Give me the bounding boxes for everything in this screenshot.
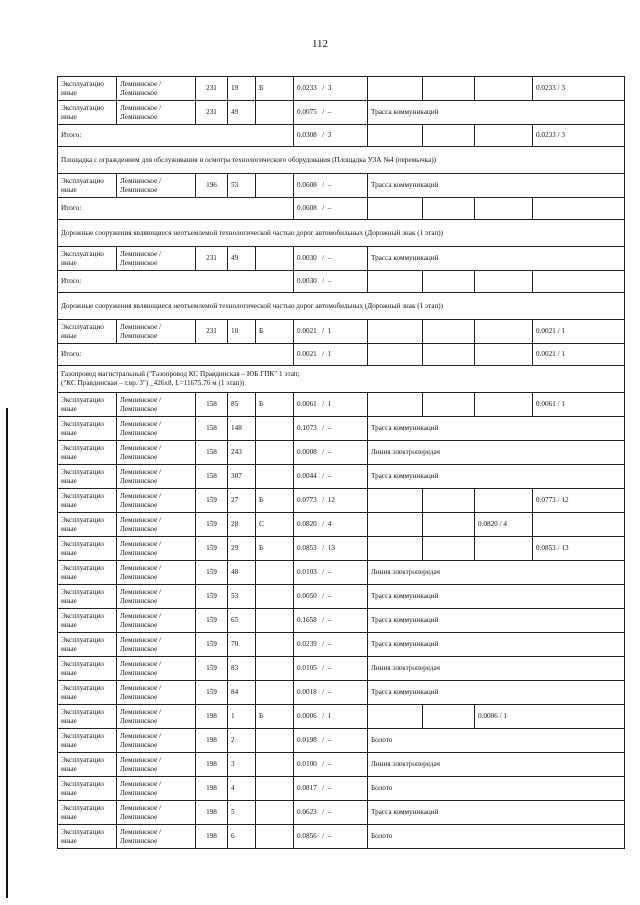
summary-label: Итого:	[58, 271, 294, 293]
summary-area: 0.0608 / –	[294, 198, 368, 220]
owner-cell: Эксплуатацио иные	[58, 537, 117, 561]
note-cell: Болото	[368, 729, 625, 753]
note-cell: Трасса коммуникаций	[368, 801, 625, 825]
owner-cell: Эксплуатацио иные	[58, 77, 117, 101]
summary-row	[58, 125, 625, 147]
extra-cell-a	[368, 705, 423, 729]
extra-cell-b	[423, 705, 475, 729]
category-cell	[256, 247, 294, 271]
location-cell: Лемпинское / Лемпинское	[117, 705, 196, 729]
plot-cell: 53	[228, 174, 256, 198]
quarter-cell: 198	[196, 801, 228, 825]
owner-cell: Эксплуатацио иные	[58, 681, 117, 705]
category-cell: Б	[256, 537, 294, 561]
plot-cell: 65	[228, 609, 256, 633]
location-cell: Лемпинское / Лемпинское	[117, 753, 196, 777]
category-cell: С	[256, 513, 294, 537]
location-cell: Лемпинское / Лемпинское	[117, 729, 196, 753]
area-cell: 0.0198 / –	[294, 729, 368, 753]
total-cell: 0.0773 / 12	[533, 489, 625, 513]
extra-cell-b	[423, 320, 475, 344]
owner-cell: Эксплуатацио иные	[58, 729, 117, 753]
summary-total	[533, 271, 625, 293]
area-cell: 0.0773 / 12	[294, 489, 368, 513]
location-cell: Лемпинское / Лемпинское	[117, 537, 196, 561]
table-row	[58, 465, 625, 489]
table-row	[58, 609, 625, 633]
location-cell: Лемпинское / Лемпинское	[117, 441, 196, 465]
category-cell: Б	[256, 393, 294, 417]
value-cell	[475, 489, 533, 513]
summary-area: 0.0021 / 1	[294, 344, 368, 366]
quarter-cell: 158	[196, 393, 228, 417]
table-row	[58, 681, 625, 705]
table-row	[58, 77, 625, 101]
category-cell	[256, 417, 294, 441]
table-row	[58, 585, 625, 609]
area-cell: 0.1658 / –	[294, 609, 368, 633]
note-cell: Трасса коммуникаций	[368, 247, 625, 271]
section-title: Газопровод магистральный ("Газопровод КС Правдинская – ЮБ ГПК" 1 этап; ("КС Правдинская – т.вр. 3") _426х8, L=11675.76 м (1 этап))	[58, 366, 625, 393]
quarter-cell: 198	[196, 753, 228, 777]
quarter-cell: 198	[196, 729, 228, 753]
area-cell: 0.0105 / –	[294, 657, 368, 681]
summary-extra-b	[423, 125, 475, 147]
plot-cell: 84	[228, 681, 256, 705]
table-row	[58, 633, 625, 657]
margin-bar	[6, 408, 8, 898]
quarter-cell: 159	[196, 681, 228, 705]
location-cell: Лемпинское / Лемпинское	[117, 101, 196, 125]
table-row	[58, 489, 625, 513]
summary-extra-c	[475, 125, 533, 147]
note-cell: Трасса коммуникаций	[368, 609, 625, 633]
area-cell: 0.1073 / –	[294, 417, 368, 441]
quarter-cell: 198	[196, 777, 228, 801]
area-cell: 0.0008 / –	[294, 441, 368, 465]
plot-cell: 3	[228, 753, 256, 777]
table-row	[58, 657, 625, 681]
summary-label: Итого:	[58, 125, 294, 147]
area-cell: 0.0061 / 1	[294, 393, 368, 417]
extra-cell-a	[368, 513, 423, 537]
summary-extra-b	[423, 271, 475, 293]
summary-extra-a	[368, 125, 423, 147]
location-cell: Лемпинское / Лемпинское	[117, 801, 196, 825]
plot-cell: 70	[228, 633, 256, 657]
quarter-cell: 159	[196, 513, 228, 537]
summary-area: 0.0030 / –	[294, 271, 368, 293]
area-cell: 0.0856 / –	[294, 825, 368, 849]
table-row	[58, 777, 625, 801]
extra-cell-a	[368, 489, 423, 513]
value-cell: 0.0820 / 4	[475, 513, 533, 537]
summary-row	[58, 198, 625, 220]
area-cell: 0.0239 / –	[294, 633, 368, 657]
category-cell	[256, 609, 294, 633]
location-cell: Лемпинское / Лемпинское	[117, 657, 196, 681]
summary-total: 0.0233 / 3	[533, 125, 625, 147]
category-cell	[256, 657, 294, 681]
quarter-cell: 198	[196, 825, 228, 849]
owner-cell: Эксплуатацио иные	[58, 393, 117, 417]
category-cell	[256, 729, 294, 753]
area-cell: 0.0050 / –	[294, 585, 368, 609]
plot-cell: 1	[228, 705, 256, 729]
category-cell: Б	[256, 705, 294, 729]
land-plot-table	[57, 76, 625, 849]
location-cell: Лемпинское / Лемпинское	[117, 513, 196, 537]
page-number: 112	[311, 38, 329, 50]
note-cell: Трасса коммуникаций	[368, 174, 625, 198]
note-cell: Трасса коммуникаций	[368, 417, 625, 441]
category-cell: Б	[256, 320, 294, 344]
plot-cell: 4	[228, 777, 256, 801]
owner-cell: Эксплуатацио иные	[58, 174, 117, 198]
extra-cell-a	[368, 537, 423, 561]
category-cell	[256, 585, 294, 609]
category-cell	[256, 101, 294, 125]
note-cell: Линия электропередач	[368, 753, 625, 777]
location-cell: Лемпинское / Лемпинское	[117, 320, 196, 344]
location-cell: Лемпинское / Лемпинское	[117, 681, 196, 705]
owner-cell: Эксплуатацио иные	[58, 777, 117, 801]
owner-cell: Эксплуатацио иные	[58, 705, 117, 729]
summary-total	[533, 198, 625, 220]
total-cell	[533, 513, 625, 537]
area-cell: 0.0608 / –	[294, 174, 368, 198]
owner-cell: Эксплуатацио иные	[58, 465, 117, 489]
extra-cell-b	[423, 489, 475, 513]
section-title: Дорожные сооружения являющиеся неотъемлемой технологической частью дорог автомобильных (Дорожный знак (1 этап))	[58, 220, 625, 247]
table-row	[58, 417, 625, 441]
area-cell: 0.0853 / 13	[294, 537, 368, 561]
note-cell: Линия электропередач	[368, 657, 625, 681]
table-row	[58, 705, 625, 729]
quarter-cell: 198	[196, 705, 228, 729]
quarter-cell: 196	[196, 174, 228, 198]
summary-extra-b	[423, 344, 475, 366]
plot-cell: 83	[228, 657, 256, 681]
category-cell	[256, 753, 294, 777]
area-cell: 0.0233 / 3	[294, 77, 368, 101]
location-cell: Лемпинское / Лемпинское	[117, 633, 196, 657]
quarter-cell: 158	[196, 417, 228, 441]
plot-cell: 5	[228, 801, 256, 825]
plot-cell: 6	[228, 825, 256, 849]
note-cell: Трасса коммуникаций	[368, 101, 625, 125]
table-row	[58, 801, 625, 825]
area-cell: 0.0006 / 1	[294, 705, 368, 729]
summary-extra-a	[368, 271, 423, 293]
summary-label: Итого:	[58, 344, 294, 366]
area-cell: 0.0820 / 4	[294, 513, 368, 537]
owner-cell: Эксплуатацио иные	[58, 417, 117, 441]
table-row	[58, 753, 625, 777]
plot-cell: 53	[228, 585, 256, 609]
note-cell: Болото	[368, 777, 625, 801]
total-cell: 0.0233 / 3	[533, 77, 625, 101]
category-cell	[256, 825, 294, 849]
quarter-cell: 158	[196, 465, 228, 489]
plot-cell: 2	[228, 729, 256, 753]
location-cell: Лемпинское / Лемпинское	[117, 585, 196, 609]
section-title: Площадка с ограждением для обслуживания и осмотра технологического оборудования (Площадка УЗА №4 (перемычка))	[58, 147, 625, 174]
location-cell: Лемпинское / Лемпинское	[117, 417, 196, 441]
category-cell	[256, 633, 294, 657]
owner-cell: Эксплуатацио иные	[58, 633, 117, 657]
section-header-row	[58, 220, 625, 247]
quarter-cell: 159	[196, 657, 228, 681]
table-row	[58, 320, 625, 344]
quarter-cell: 159	[196, 609, 228, 633]
area-cell: 0.0075 / –	[294, 101, 368, 125]
extra-cell-b	[423, 393, 475, 417]
plot-cell: 243	[228, 441, 256, 465]
category-cell	[256, 174, 294, 198]
owner-cell: Эксплуатацио иные	[58, 561, 117, 585]
location-cell: Лемпинское / Лемпинское	[117, 174, 196, 198]
summary-row	[58, 344, 625, 366]
table-row	[58, 101, 625, 125]
location-cell: Лемпинское / Лемпинское	[117, 465, 196, 489]
note-cell: Трасса коммуникаций	[368, 681, 625, 705]
owner-cell: Эксплуатацио иные	[58, 320, 117, 344]
plot-cell: 27	[228, 489, 256, 513]
section-header-row	[58, 293, 625, 320]
summary-extra-b	[423, 198, 475, 220]
extra-cell-b	[423, 537, 475, 561]
owner-cell: Эксплуатацио иные	[58, 513, 117, 537]
summary-area: 0.0308 / 3	[294, 125, 368, 147]
table-row	[58, 441, 625, 465]
location-cell: Лемпинское / Лемпинское	[117, 247, 196, 271]
quarter-cell: 159	[196, 585, 228, 609]
table-row	[58, 513, 625, 537]
extra-cell-a	[368, 393, 423, 417]
owner-cell: Эксплуатацио иные	[58, 753, 117, 777]
category-cell	[256, 561, 294, 585]
area-cell: 0.0100 / –	[294, 753, 368, 777]
category-cell: Б	[256, 77, 294, 101]
quarter-cell: 231	[196, 320, 228, 344]
value-cell	[475, 77, 533, 101]
quarter-cell: 231	[196, 77, 228, 101]
value-cell	[475, 320, 533, 344]
summary-extra-c	[475, 271, 533, 293]
quarter-cell: 159	[196, 561, 228, 585]
area-cell: 0.0030 / –	[294, 247, 368, 271]
total-cell: 0.0061 / 1	[533, 393, 625, 417]
owner-cell: Эксплуатацио иные	[58, 825, 117, 849]
quarter-cell: 231	[196, 247, 228, 271]
value-cell	[475, 537, 533, 561]
note-cell: Трасса коммуникаций	[368, 465, 625, 489]
summary-total: 0.0021 / 1	[533, 344, 625, 366]
owner-cell: Эксплуатацио иные	[58, 101, 117, 125]
plot-cell: 85	[228, 393, 256, 417]
area-cell: 0.0021 / 1	[294, 320, 368, 344]
note-cell: Линия электропередач	[368, 441, 625, 465]
total-cell: 0.0853 / 13	[533, 537, 625, 561]
plot-cell: 49	[228, 247, 256, 271]
quarter-cell: 159	[196, 633, 228, 657]
extra-cell-a	[368, 320, 423, 344]
category-cell	[256, 777, 294, 801]
table-row	[58, 561, 625, 585]
plot-cell: 29	[228, 537, 256, 561]
note-cell: Трасса коммуникаций	[368, 633, 625, 657]
quarter-cell: 159	[196, 489, 228, 513]
category-cell	[256, 681, 294, 705]
summary-extra-c	[475, 198, 533, 220]
plot-cell: 28	[228, 513, 256, 537]
plot-cell: 48	[228, 561, 256, 585]
owner-cell: Эксплуатацио иные	[58, 585, 117, 609]
value-cell: 0.0006 / 1	[475, 705, 625, 729]
extra-cell-b	[423, 513, 475, 537]
owner-cell: Эксплуатацио иные	[58, 609, 117, 633]
value-cell	[475, 393, 533, 417]
area-cell: 0.0103 / –	[294, 561, 368, 585]
owner-cell: Эксплуатацио иные	[58, 657, 117, 681]
owner-cell: Эксплуатацио иные	[58, 801, 117, 825]
area-cell: 0.0817 / –	[294, 777, 368, 801]
owner-cell: Эксплуатацио иные	[58, 441, 117, 465]
location-cell: Лемпинское / Лемпинское	[117, 489, 196, 513]
quarter-cell: 231	[196, 101, 228, 125]
section-title: Дорожные сооружения являющиеся неотъемлемой технологической частью дорог автомобильных (Дорожный знак (1 этап))	[58, 293, 625, 320]
extra-cell-b	[423, 77, 475, 101]
location-cell: Лемпинское / Лемпинское	[117, 393, 196, 417]
note-cell: Болото	[368, 825, 625, 849]
note-cell: Трасса коммуникаций	[368, 585, 625, 609]
plot-cell: 19	[228, 77, 256, 101]
category-cell	[256, 801, 294, 825]
category-cell	[256, 441, 294, 465]
plot-cell: 10	[228, 320, 256, 344]
location-cell: Лемпинское / Лемпинское	[117, 777, 196, 801]
location-cell: Лемпинское / Лемпинское	[117, 825, 196, 849]
table-row	[58, 247, 625, 271]
area-cell: 0.0018 / –	[294, 681, 368, 705]
summary-extra-a	[368, 344, 423, 366]
section-header-row	[58, 147, 625, 174]
category-cell: Б	[256, 489, 294, 513]
quarter-cell: 159	[196, 537, 228, 561]
area-cell: 0.0623 / –	[294, 801, 368, 825]
table-row	[58, 174, 625, 198]
summary-label: Итого:	[58, 198, 294, 220]
summary-extra-a	[368, 198, 423, 220]
category-cell	[256, 465, 294, 489]
plot-cell: 148	[228, 417, 256, 441]
quarter-cell: 158	[196, 441, 228, 465]
table-row	[58, 537, 625, 561]
owner-cell: Эксплуатацио иные	[58, 489, 117, 513]
area-cell: 0.0044 / –	[294, 465, 368, 489]
total-cell: 0.0021 / 1	[533, 320, 625, 344]
summary-extra-c	[475, 344, 533, 366]
section-header-row	[58, 366, 625, 393]
location-cell: Лемпинское / Лемпинское	[117, 609, 196, 633]
location-cell: Лемпинское / Лемпинское	[117, 561, 196, 585]
summary-row	[58, 271, 625, 293]
note-cell: Линия электропередач	[368, 561, 625, 585]
table-row	[58, 729, 625, 753]
table-row	[58, 825, 625, 849]
table-row	[58, 393, 625, 417]
owner-cell: Эксплуатацио иные	[58, 247, 117, 271]
extra-cell-a	[368, 77, 423, 101]
plot-cell: 307	[228, 465, 256, 489]
plot-cell: 49	[228, 101, 256, 125]
location-cell: Лемпинское / Лемпинское	[117, 77, 196, 101]
